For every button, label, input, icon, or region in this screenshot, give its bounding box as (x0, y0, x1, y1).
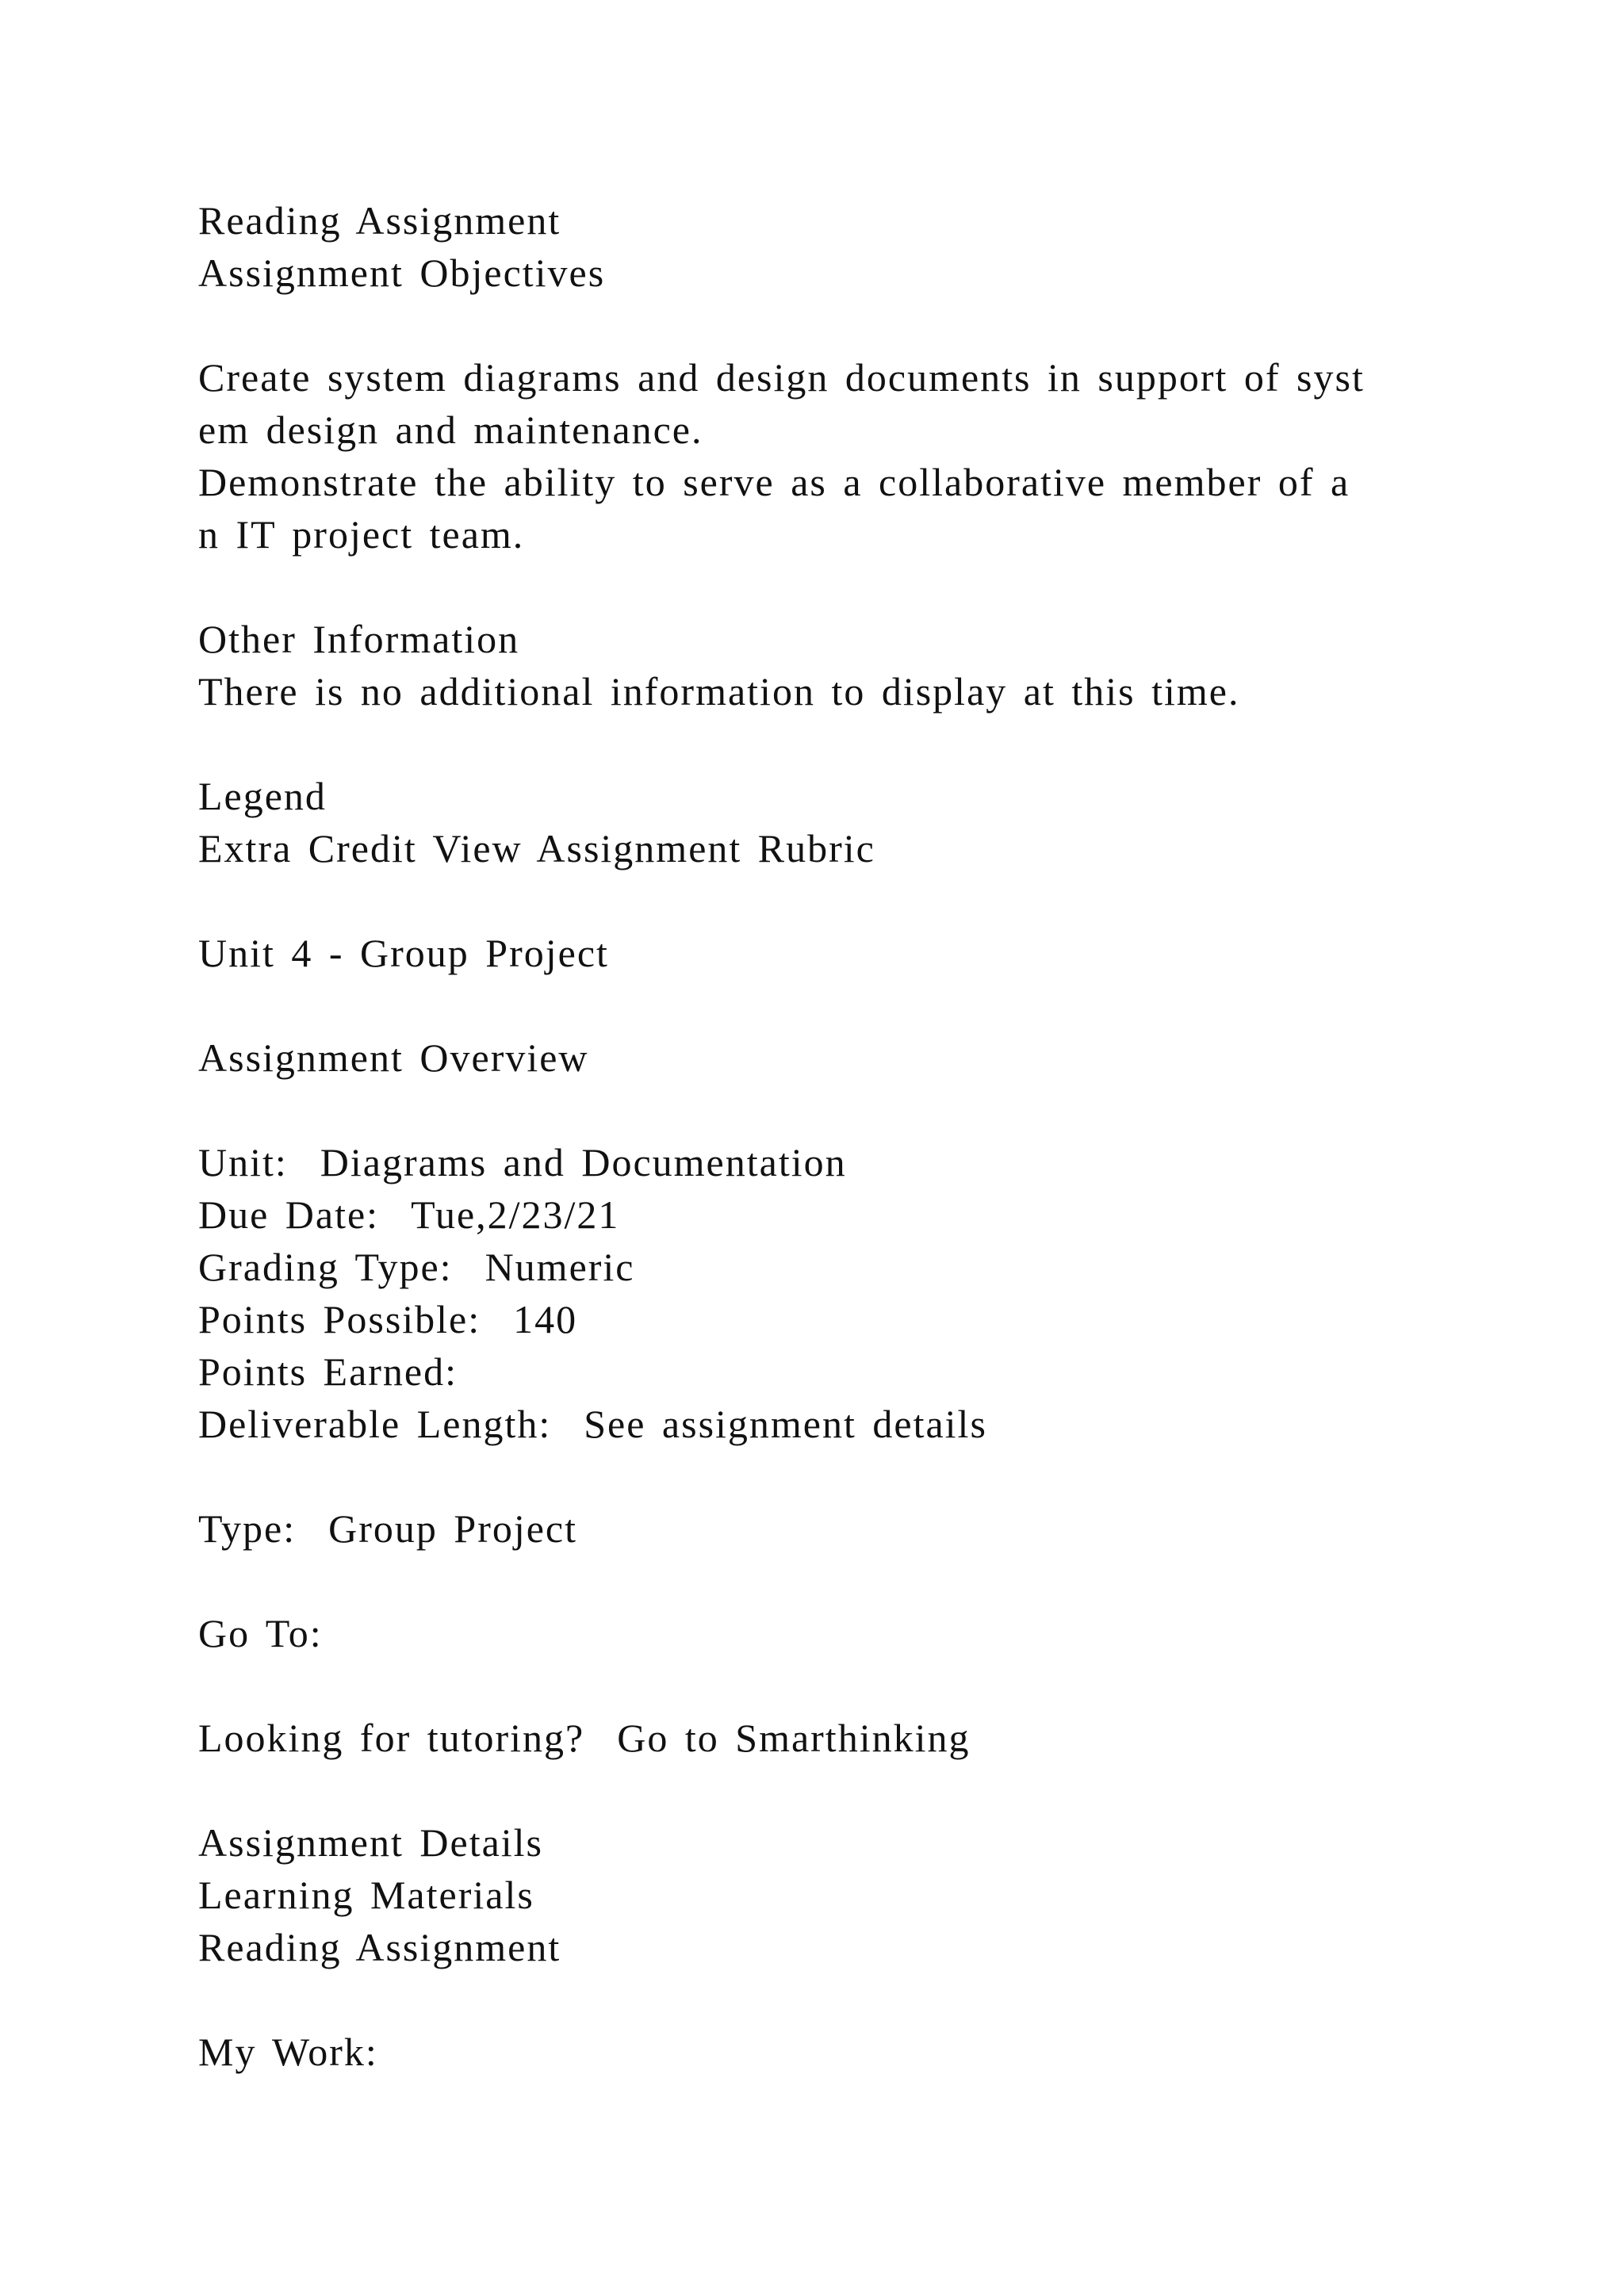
section-assignment-details[interactable]: Assignment Details (198, 1820, 544, 1865)
spacer (198, 718, 1435, 770)
spacer (198, 1659, 1435, 1712)
legend-heading: Legend (198, 774, 327, 818)
section-learning-materials[interactable]: Learning Materials (198, 1873, 534, 1917)
spacer (198, 979, 1435, 1031)
objective-line-3: Demonstrate the ability to serve as a collaborative member of a (198, 460, 1350, 504)
document-page (198, 194, 1435, 2078)
objective-line-1: Create system diagrams and design documents in support of syst (198, 355, 1365, 400)
goto-label: Go To: (198, 1611, 323, 1655)
spacer (198, 1084, 1435, 1136)
spacer (198, 1555, 1435, 1607)
overview-due-date: Due Date: Tue,2/23/21 (198, 1192, 620, 1237)
overview-points-possible: Points Possible: 140 (198, 1297, 578, 1341)
spacer (198, 561, 1435, 613)
my-work-label: My Work: (198, 2030, 378, 2074)
legend-text: Extra Credit View Assignment Rubric (198, 826, 875, 871)
tutoring-prompt: Looking for tutoring? (198, 1716, 585, 1760)
overview-deliverable-length: Deliverable Length: See assignment details (198, 1402, 987, 1446)
section-reading-assignment[interactable]: Reading Assignment (198, 1925, 561, 1969)
overview-heading: Assignment Overview (198, 1035, 589, 1080)
objective-line-2: em design and maintenance. (198, 408, 703, 452)
objectives-heading: Assignment Objectives (198, 251, 606, 295)
objective-line-4: n IT project team. (198, 512, 525, 557)
smarthinking-link[interactable]: Go to Smarthinking (617, 1716, 971, 1760)
overview-grading-type: Grading Type: Numeric (198, 1245, 635, 1289)
spacer (198, 874, 1435, 927)
other-info-text: There is no additional information to display at this time. (198, 669, 1240, 714)
type-line: Type: Group Project (198, 1506, 578, 1551)
overview-points-earned: Points Earned: (198, 1349, 458, 1394)
spacer (198, 1973, 1435, 2026)
other-info-heading: Other Information (198, 617, 520, 661)
unit-title: Unit 4 - Group Project (198, 931, 609, 975)
spacer (198, 1450, 1435, 1502)
spacer (198, 299, 1435, 351)
spacer (198, 1764, 1435, 1816)
tutoring-line (198, 1712, 1435, 1764)
document-title: Reading Assignment (198, 198, 561, 243)
overview-unit: Unit: Diagrams and Documentation (198, 1140, 847, 1184)
